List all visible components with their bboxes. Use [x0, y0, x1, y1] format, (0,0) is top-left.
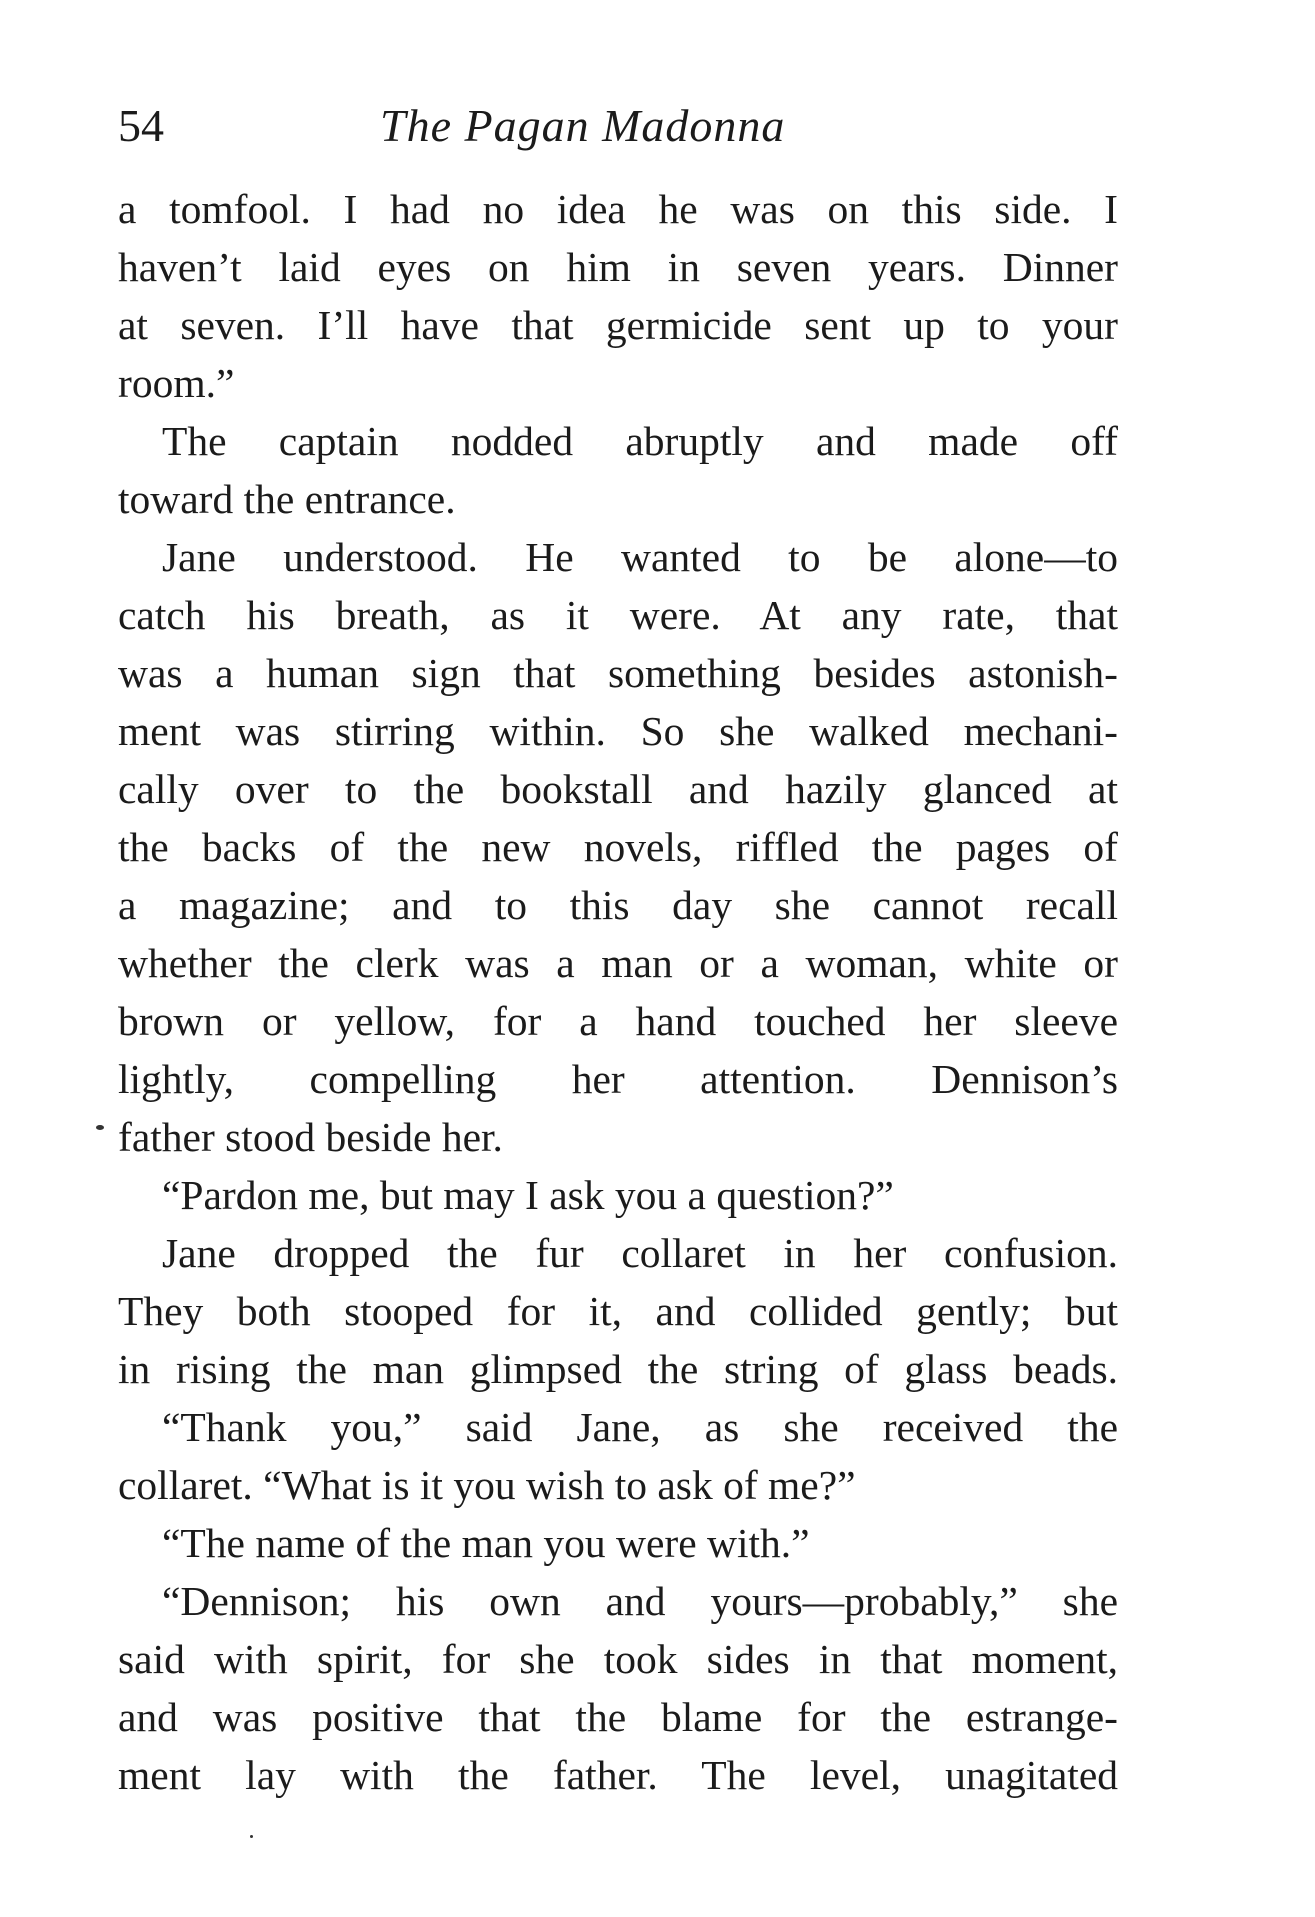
text-line: “The name of the man you were with.” — [162, 1520, 810, 1566]
text-line: “Pardon me, but may I ask you a question?” — [162, 1172, 894, 1218]
ink-speck — [250, 1835, 253, 1838]
text-line: ment lay with the father. The level, unagitated — [118, 1752, 1118, 1798]
text-line: in rising the man glimpsed the string of glass beads. — [118, 1346, 1118, 1392]
ink-speck — [96, 1125, 104, 1130]
text-line: the backs of the new novels, riffled the pages of — [118, 824, 1118, 870]
text-line: “Thank you,” said Jane, as she received the — [162, 1404, 1118, 1450]
text-line: said with spirit, for she took sides in that moment, — [118, 1636, 1118, 1682]
text-line: ment was stirring within. So she walked mechani- — [118, 708, 1118, 754]
text-line: Jane understood. He wanted to be alone—to — [162, 534, 1118, 580]
text-line: The captain nodded abruptly and made off — [162, 418, 1118, 464]
text-line: catch his breath, as it were. At any rate, that — [118, 592, 1118, 638]
text-line: a tomfool. I had no idea he was on this side. I — [118, 186, 1118, 232]
text-line: was a human sign that something besides astonish- — [118, 650, 1118, 696]
body-text — [118, 180, 1118, 1804]
text-line: cally over to the bookstall and hazily glanced at — [118, 766, 1118, 812]
text-line: whether the clerk was a man or a woman, white or — [118, 940, 1118, 986]
text-line: collaret. “What is it you wish to ask of me?” — [118, 1462, 856, 1508]
text-line: brown or yellow, for a hand touched her sleeve — [118, 998, 1118, 1044]
text-line: room.” — [118, 360, 235, 406]
text-line: a magazine; and to this day she cannot recall — [118, 882, 1118, 928]
page-number: 54 — [118, 100, 164, 151]
text-line: haven’t laid eyes on him in seven years. Dinner — [118, 244, 1118, 290]
text-line: at seven. I’ll have that germicide sent up to your — [118, 302, 1118, 348]
text-line: father stood beside her. — [118, 1114, 503, 1160]
running-title: The Pagan Madonna — [380, 100, 786, 151]
text-line: “Dennison; his own and yours—probably,” she — [162, 1578, 1118, 1624]
text-line: toward the entrance. — [118, 476, 456, 522]
text-line: They both stooped for it, and collided gently; but — [118, 1288, 1118, 1334]
text-line: and was positive that the blame for the estrange- — [118, 1694, 1118, 1740]
text-line: lightly, compelling her attention. Dennison’s — [118, 1056, 1118, 1102]
text-line: Jane dropped the fur collaret in her confusion. — [162, 1230, 1118, 1276]
